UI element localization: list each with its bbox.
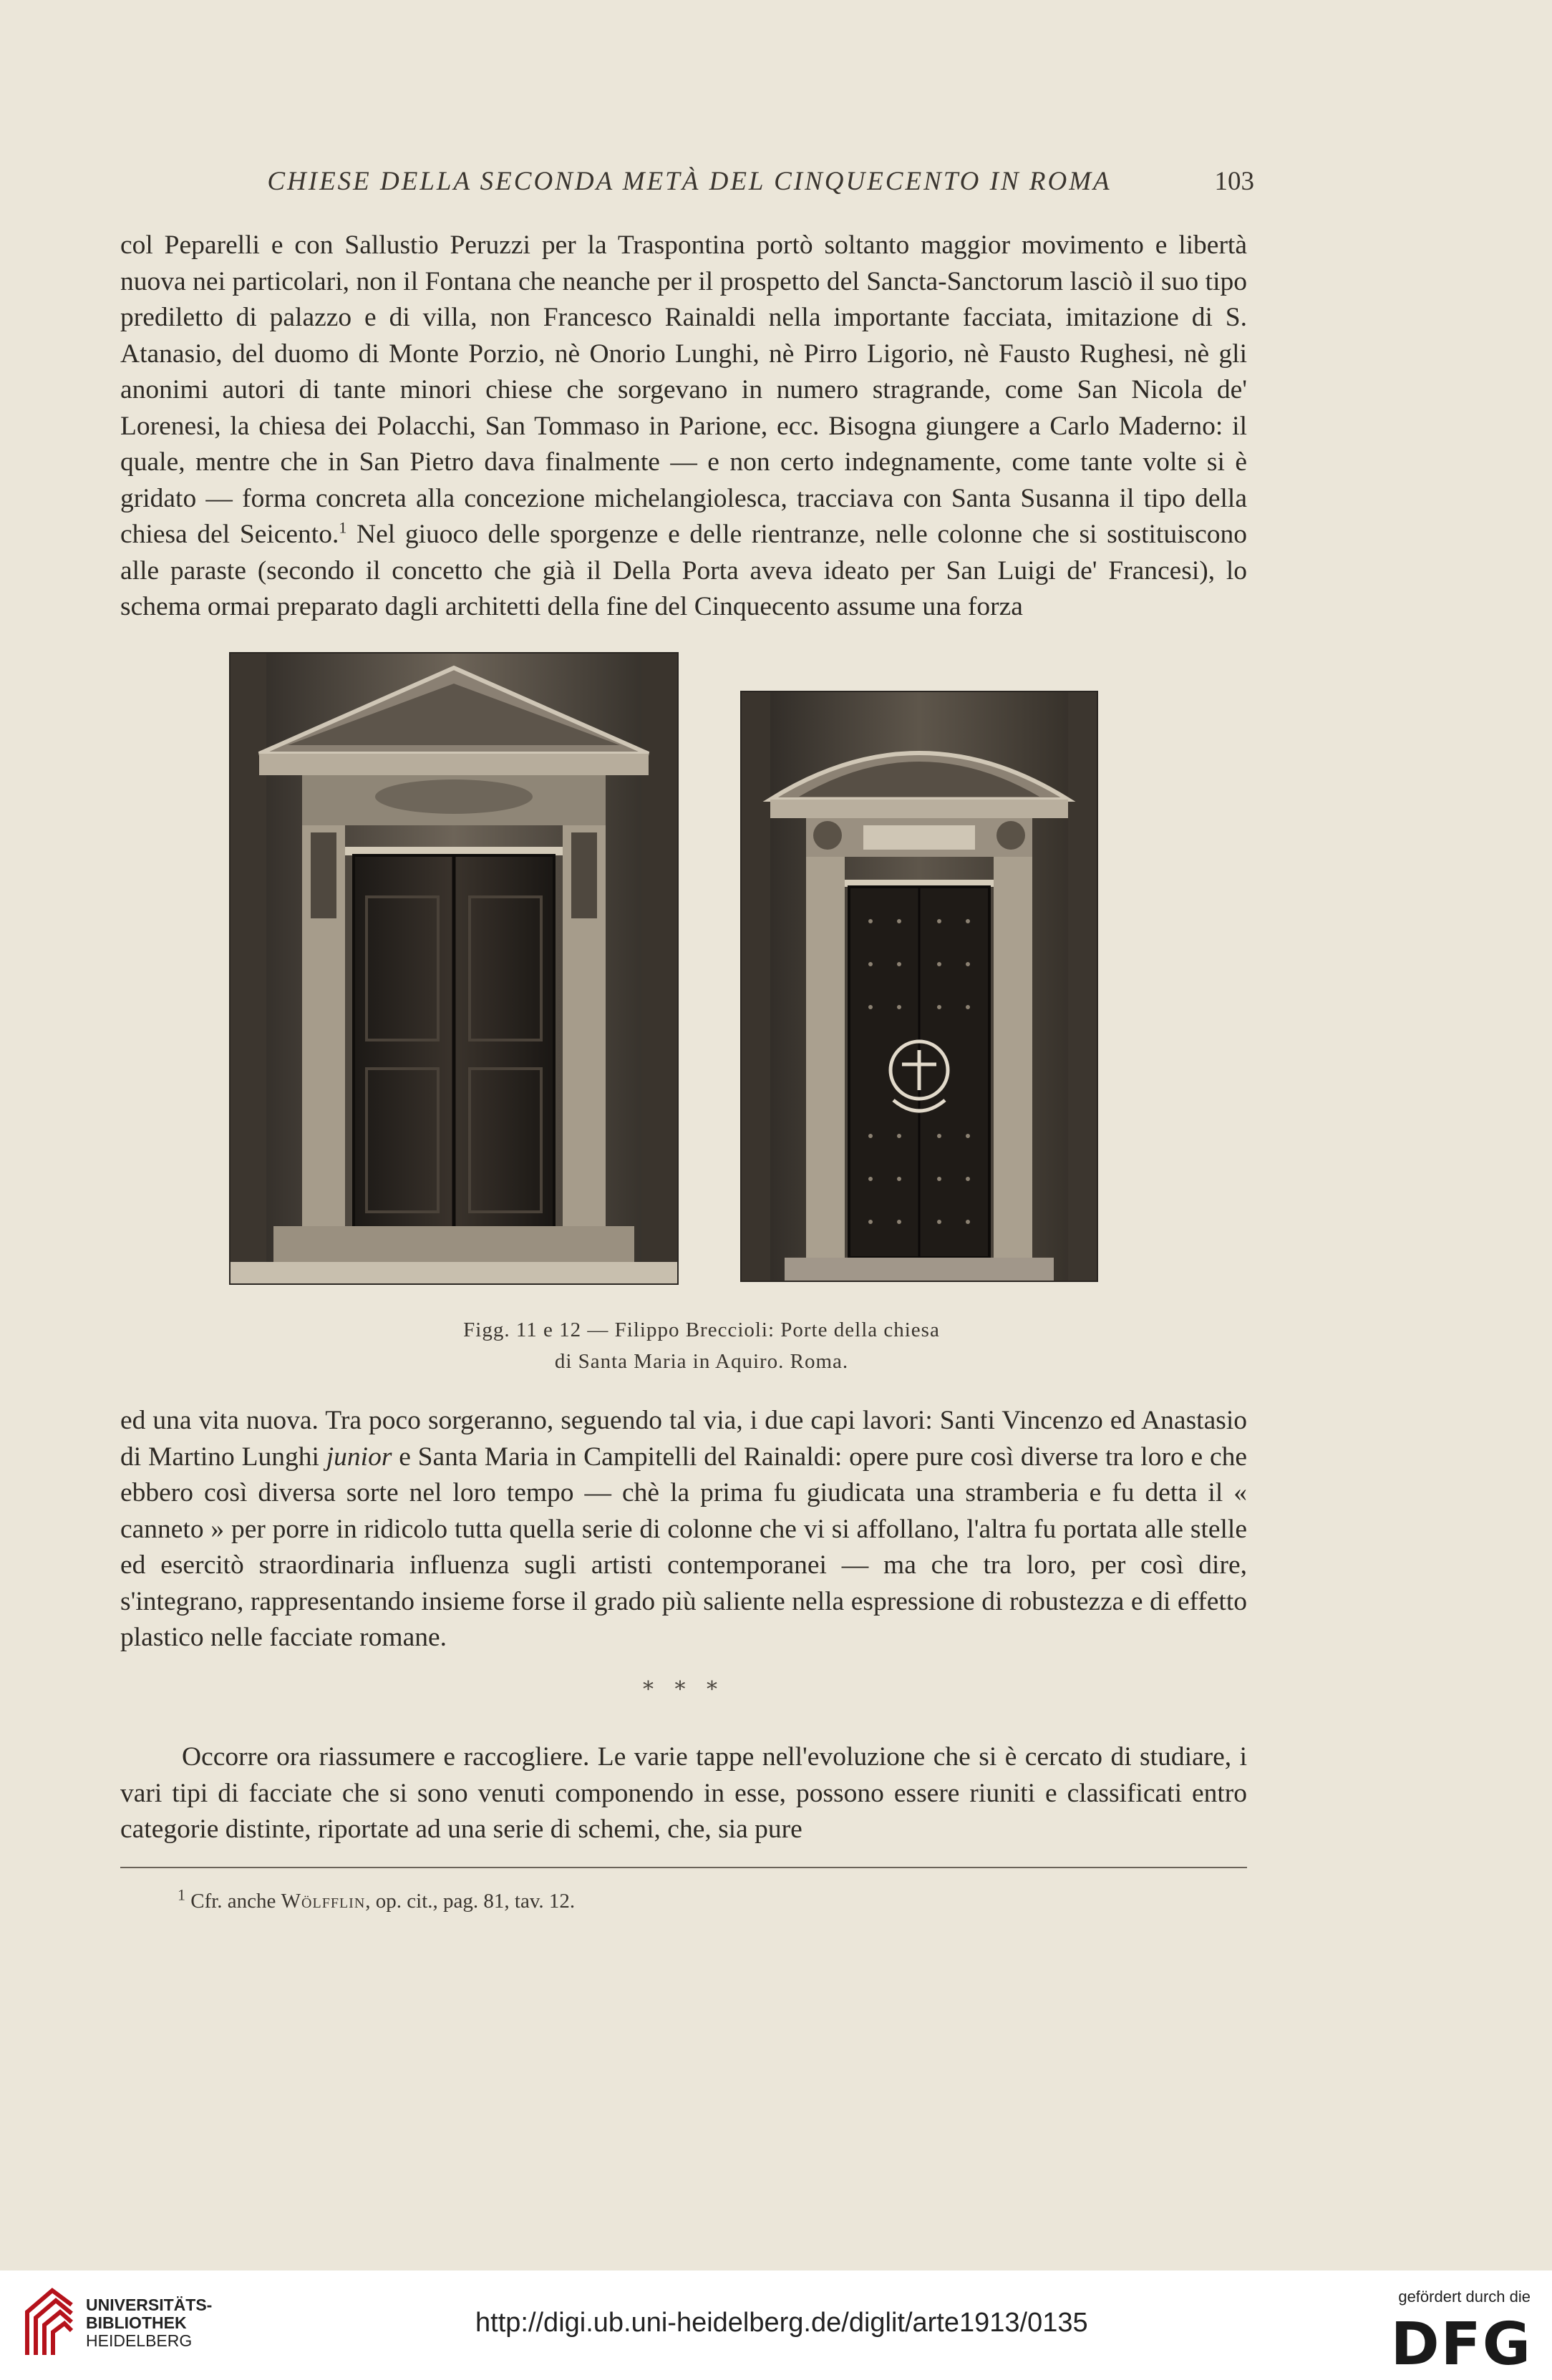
running-title: CHIESE DELLA SECONDA METÀ DEL CINQUECENTO IN ROMA (267, 167, 1112, 196)
paragraph-2 (120, 1403, 1247, 1656)
portal-left-illustration (231, 654, 677, 1283)
digitization-footer (0, 2270, 1552, 2380)
paragraph-2-text-b: e Santa Maria in Campitelli del Rainaldi: opere pure così diverse tra loro e che ebbero così diversa sorte nel loro tempo — chè la prima fu giudicata una stramberia e fu detta il « canneto » per porre in ridicolo tutta quella serie di colonne che vi si affollano, l'altra fu portata alle stelle ed esercitò straordinaria influenza sugli artisti contemporanei — ma che tra loro, per così dire, s'integrano, rappresentando insieme forse il grado più saliente nella espressione di robustezza e di effetto plastico nelle facciate romane. (120, 1442, 1248, 1652)
footnote-author: Wölfflin (281, 1890, 366, 1913)
figure-11-photo (229, 652, 679, 1285)
footnote (178, 1885, 576, 1913)
source-url-link[interactable]: http://digi.ub.uni-heidelberg.de/diglit/arte1913/0135 (475, 2308, 1088, 2338)
footnote-text-a: Cfr. anche (185, 1890, 281, 1913)
junior-italic: junior (326, 1442, 392, 1472)
section-asterism: * * * (642, 1677, 725, 1702)
ub-heidelberg-logo-icon[interactable] (20, 2283, 79, 2364)
portal-right-illustration (742, 692, 1097, 1281)
figure-12-photo (740, 691, 1098, 1282)
paragraph-3: Occorre ora riassumere e raccogliere. Le varie tappe nell'evoluzione che si è cercato di studiare, i vari tipi di facciate che si sono venuti componendo in esse, possono essere riuniti e classificati entro categorie distinte, riportate ad una serie di schemi, che, sia pure (120, 1742, 1247, 1844)
library-name-line-1: UNIVERSITÄTS- (86, 2296, 213, 2314)
paragraph-1 (120, 228, 1247, 626)
library-name (86, 2296, 212, 2350)
footnote-reference[interactable]: 1 (339, 518, 347, 537)
library-name-line-2: BIBLIOTHEK (86, 2313, 187, 2332)
funding-label: gefördert durch die (1398, 2288, 1531, 2306)
library-name-line-3: HEIDELBERG (86, 2331, 193, 2350)
footnote-rule (120, 1867, 1247, 1868)
caption-line-1: Figg. 11 e 12 — Filippo Breccioli: Porte della chiesa (463, 1318, 940, 1341)
page-number: 103 (1214, 167, 1254, 196)
paragraph-1-text-a: col Peparelli e con Sallustio Peruzzi per la Traspontina portò soltanto maggior movimento e libertà nuova nei particolari, non il Fontana che neanche per il prospetto del Sancta-Sanctorum lasciò il suo tipo prediletto di palazzo e di villa, non Francesco Rainaldi nella importante facciata, imitazione di S. Atanasio, del duomo di Monte Porzio, nè Onorio Lunghi, nè Pirro Ligorio, nè Fausto Rughesi, nè gli anonimi autori di tante minori chiese che sorgevano in numero stragrande, come San Nicola de' Lorenesi, la chiesa dei Polacchi, San Tommaso in Parione, ecc. Bisogna giungere a Carlo Maderno: il quale, mentre che in San Pietro dava finalmente — e non certo indegnamente, come tante volte si è gridato — forma concreta alla concezione michelangiolesca, tracciava con Santa Susanna il tipo della chiesa del Seicento. (120, 230, 1247, 549)
paragraph-1-text-b: Nel giuoco delle sporgenze e delle rientranze, nelle colonne che si sostituiscono alle paraste (secondo il concetto che già il Della Porta aveva ideato per San Luigi de' Francesi), lo schema ormai preparato dagli architetti della fine del Cinquecento assume una forza (120, 520, 1247, 621)
footnote-text-b: , op. cit., pag. 81, tav. 12. (365, 1890, 576, 1913)
footnote-mark: 1 (178, 1885, 185, 1904)
figure-caption (301, 1314, 1102, 1377)
caption-line-2: di Santa Maria in Aquiro. Roma. (554, 1350, 849, 1373)
paragraph-2-text-a: ed una vita nuova. Tra poco sorgeranno, seguendo tal via, i due capi lavori: Santi Vincenzo ed Anastasio di Martino Lunghi (120, 1406, 1247, 1472)
dfg-logo[interactable]: DFG (1390, 2311, 1532, 2379)
